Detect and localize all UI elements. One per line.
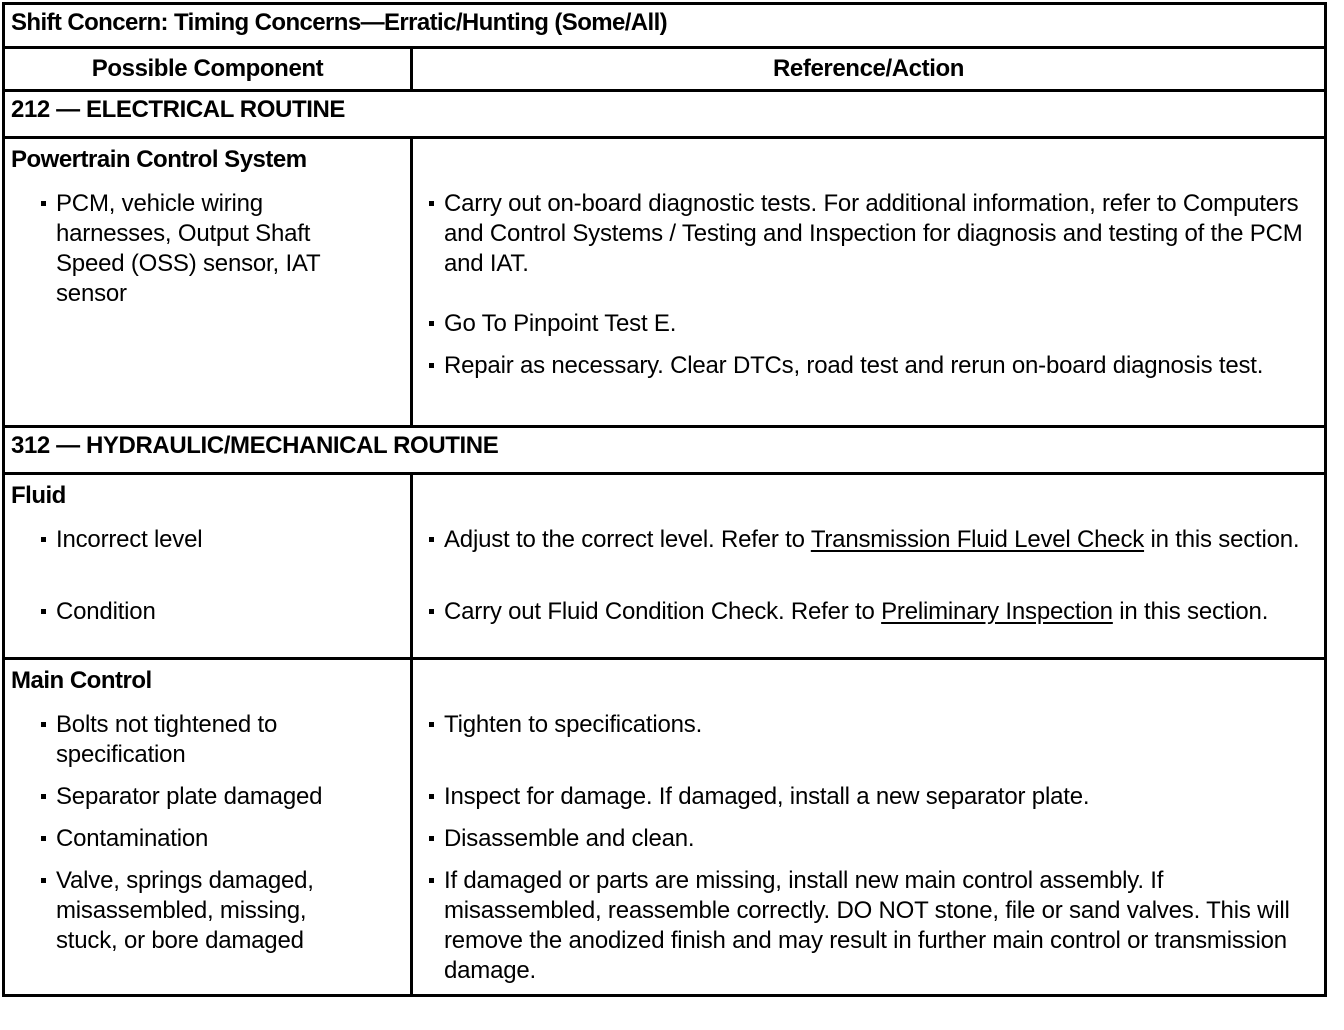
routine-heading-row: [4, 91, 1326, 138]
component-cell: [4, 474, 412, 659]
component-text: PCM, vehicle wiring harnesses, Output Shaft Speed (OSS) sensor, IAT sensor: [56, 190, 320, 307]
action-item: [427, 309, 1314, 339]
action-text: If damaged or parts are missing, install new main control assembly. If misassembled, reassemble correctly. DO NOT stone, file or sand valves. This will remove the anodized finish and may result in further main control or transmission damage.: [444, 867, 1290, 984]
action-text: Go To Pinpoint Test E.: [444, 310, 677, 337]
routine-heading-row: [4, 427, 1326, 474]
component-cell: [4, 659, 412, 996]
component-item: [39, 824, 404, 854]
action-item: [427, 189, 1314, 279]
component-text: Condition: [56, 598, 156, 625]
action-text: Carry out Fluid Condition Check. Refer to Preliminary Inspection in this section.: [444, 598, 1269, 625]
component-cell: [4, 138, 412, 427]
component-text: Bolts not tightened to specification: [56, 711, 278, 768]
action-text: Disassemble and clean.: [444, 825, 695, 852]
action-item: [427, 525, 1314, 585]
action-text: Repair as necessary. Clear DTCs, road test and rerun on-board diagnosis test.: [444, 352, 1264, 379]
link-preliminary-inspection[interactable]: Preliminary Inspection: [881, 598, 1113, 625]
group-title-main-control: Main Control: [11, 667, 152, 694]
routine-heading-hydraulic: 312 — HYDRAULIC/MECHANICAL ROUTINE: [4, 427, 1326, 474]
action-text: Tighten to specifications.: [444, 711, 703, 738]
action-text: Inspect for damage. If damaged, install a new separator plate.: [444, 783, 1090, 810]
column-header-component: Possible Component: [4, 48, 412, 91]
component-item: [39, 189, 404, 309]
action-item: [427, 710, 1314, 770]
action-item: [427, 782, 1314, 812]
table-title: Shift Concern: Timing Concerns—Erratic/Hunting (Some/All): [4, 4, 1326, 48]
group-row-main-control: [4, 659, 1326, 996]
component-item: [39, 782, 404, 812]
action-text: Adjust to the correct level. Refer to Transmission Fluid Level Check in this section.: [444, 526, 1300, 553]
action-item: [427, 597, 1314, 627]
component-text: Incorrect level: [56, 526, 203, 553]
routine-heading-electrical: 212 — ELECTRICAL ROUTINE: [4, 91, 1326, 138]
action-item: [427, 824, 1314, 854]
title-row: [4, 4, 1326, 48]
component-item: [39, 525, 404, 585]
diagnosis-table-sheet: [2, 2, 1324, 997]
component-text: Contamination: [56, 825, 209, 852]
column-header-row: [4, 48, 1326, 91]
action-cell: [412, 474, 1326, 659]
action-text: Carry out on-board diagnostic tests. For additional information, refer to Computers and Control Systems / Testing and Inspection for diagnosis and testing of the PCM and IAT.: [444, 190, 1303, 277]
group-row-fluid: [4, 474, 1326, 659]
component-text: Valve, springs damaged, misassembled, missing, stuck, or bore damaged: [56, 867, 314, 954]
action-item: [427, 351, 1314, 381]
action-item: [427, 866, 1314, 986]
component-item: [39, 710, 404, 770]
action-cell: [412, 138, 1326, 427]
group-title-powertrain: Powertrain Control System: [11, 146, 307, 173]
diagnosis-table: [2, 2, 1327, 997]
column-header-action: Reference/Action: [412, 48, 1326, 91]
link-transmission-fluid-level-check[interactable]: Transmission Fluid Level Check: [810, 526, 1145, 553]
component-item: [39, 597, 404, 627]
component-item: [39, 866, 404, 956]
component-text: Separator plate damaged: [56, 783, 323, 810]
action-cell: [412, 659, 1326, 996]
group-title-fluid: Fluid: [11, 482, 66, 509]
group-row-powertrain: [4, 138, 1326, 427]
